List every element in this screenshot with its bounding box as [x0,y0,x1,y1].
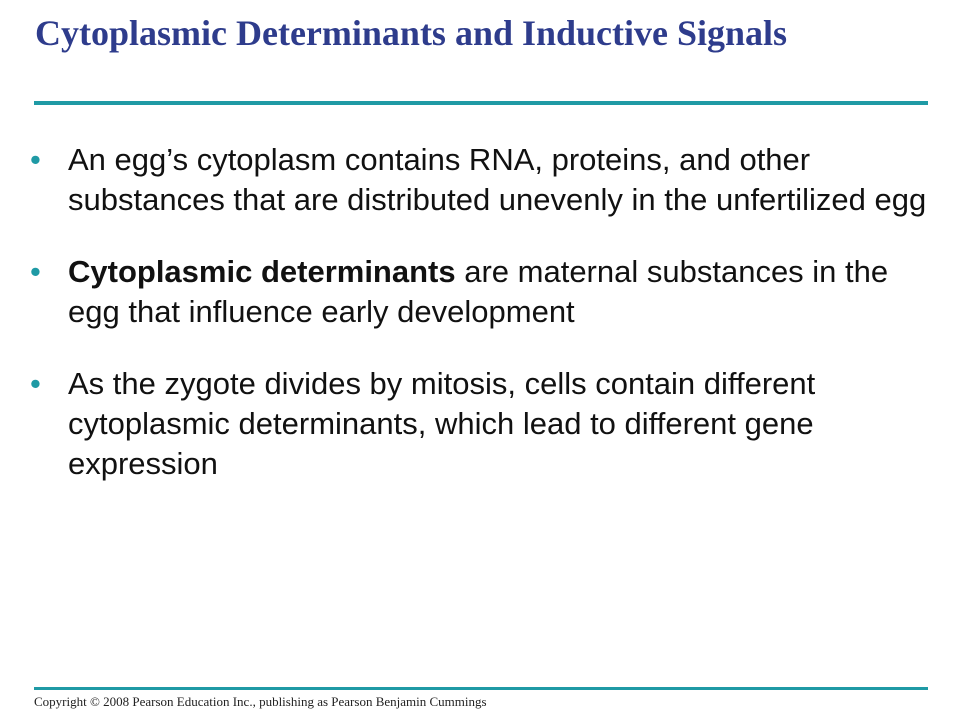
bullet-text: As the zygote divides by mitosis, cells contain different cytoplasmic determinants, which lead to different gene expression [68,366,816,481]
footer-divider [34,687,928,690]
bullet-bold-text: Cytoplasmic determinants [68,254,456,289]
bullet-icon: • [30,254,41,289]
bullet-text: An egg’s cytoplasm contains RNA, proteins, and other substances that are distributed unevenly in the unfertilized egg [68,142,927,217]
bullet-icon: • [30,142,41,177]
bullet-text: are maternal substances in the egg that influence early development [68,254,889,329]
bullet-list [30,140,930,484]
bullet-icon: • [30,366,41,401]
bullet-item [30,252,930,332]
bullet-item [30,364,930,484]
slide-title: Cytoplasmic Determinants and Inductive Signals [35,13,788,53]
copyright-footer: Copyright © 2008 Pearson Education Inc., publishing as Pearson Benjamin Cummings [34,694,487,709]
title-divider [34,101,928,105]
bullet-item [30,140,930,220]
